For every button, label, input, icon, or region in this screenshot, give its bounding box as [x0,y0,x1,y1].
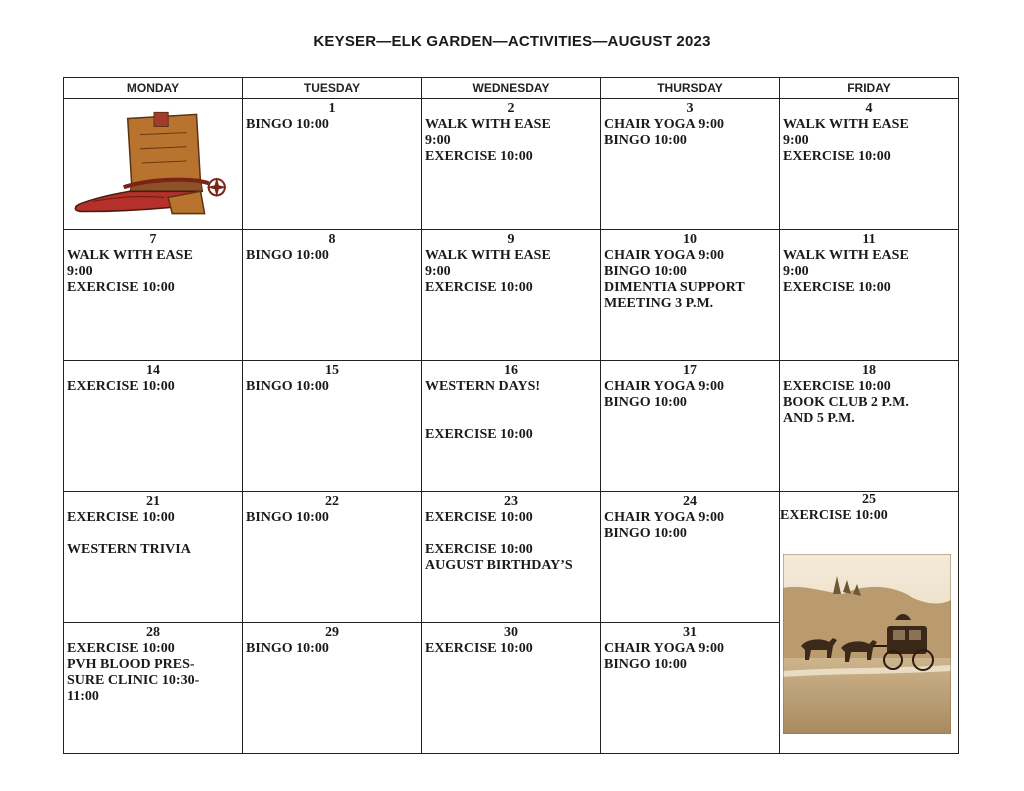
event-text: EXERCISE 10:00 [67,641,175,656]
day-number: 29 [325,625,339,640]
event-text: 9:00 [425,264,451,279]
day-number: 8 [328,232,336,247]
event-text: 9:00 [425,133,451,148]
day-number: 9 [507,232,515,247]
week-row [64,230,959,361]
event-text: EXERCISE 10:00 [425,510,533,525]
day-cell-with-photo [780,492,959,754]
event-text: AUGUST BIRTHDAY’S [425,558,573,573]
event-text: PVH BLOOD PRES- [67,657,195,672]
event-text: EXERCISE 10:00 [425,641,533,656]
day-cell [64,361,243,492]
day-cell [422,492,601,623]
event-text: EXERCISE 10:00 [67,379,175,394]
day-cell [601,230,780,361]
day-cell [422,230,601,361]
event-text: BOOK CLUB 2 P.M. [783,395,909,410]
stagecoach-photo [783,554,951,734]
day-cell [601,492,780,623]
day-number: 7 [149,232,157,247]
event-text: BINGO 10:00 [246,641,329,656]
activities-calendar [63,77,959,754]
event-text: WALK WITH EASE [783,117,909,132]
event-text: WALK WITH EASE [425,117,551,132]
event-text: BINGO 10:00 [604,133,687,148]
event-text: BINGO 10:00 [604,395,687,410]
event-text: EXERCISE 10:00 [783,379,891,394]
cowboy-boot-icon [67,101,239,229]
week-row [64,361,959,492]
day-number: 22 [325,494,339,509]
event-text: 9:00 [783,133,809,148]
event-text: EXERCISE 10:00 [425,149,533,164]
day-number: 4 [865,101,873,116]
day-cell [243,623,422,754]
event-text: WESTERN DAYS! [425,379,541,394]
event-text: MEETING 3 P.M. [604,296,714,311]
event-text: BINGO 10:00 [246,117,329,132]
event-text: CHAIR YOGA 9:00 [604,510,725,525]
header-wednesday: WEDNESDAY [422,78,601,99]
day-cell [243,492,422,623]
event-text: WALK WITH EASE [67,248,193,263]
calendar-title: KEYSER—ELK GARDEN—ACTIVITIES—AUGUST 2023 [313,33,711,50]
day-cell [422,623,601,754]
event-text: CHAIR YOGA 9:00 [604,117,725,132]
day-cell [780,99,959,230]
event-text: CHAIR YOGA 9:00 [604,379,725,394]
week-row [64,99,959,230]
event-text: WALK WITH EASE [425,248,551,263]
event-text: BINGO 10:00 [246,248,329,263]
day-number: 11 [862,232,876,247]
event-text: 9:00 [783,264,809,279]
day-cell [64,492,243,623]
day-cell [601,361,780,492]
day-number: 25 [862,492,876,507]
event-text: SURE CLINIC 10:30- [67,673,200,688]
header-friday: FRIDAY [780,78,959,99]
day-cell [243,230,422,361]
day-cell [780,361,959,492]
event-text: EXERCISE 10:00 [783,280,891,295]
header-thursday: THURSDAY [601,78,780,99]
event-text: EXERCISE 10:00 [67,510,175,525]
event-text: EXERCISE 10:00 [425,542,533,557]
event-text: EXERCISE 10:00 [780,508,888,523]
event-text: CHAIR YOGA 9:00 [604,641,725,656]
event-text: WALK WITH EASE [783,248,909,263]
event-text: BINGO 10:00 [246,379,329,394]
event-text: 9:00 [67,264,93,279]
week-row [64,492,959,623]
event-text: EXERCISE 10:00 [425,280,533,295]
day-cell [64,230,243,361]
day-number: 1 [328,101,336,116]
event-text: EXERCISE 10:00 [425,427,533,442]
day-cell [422,361,601,492]
event-text: BINGO 10:00 [604,264,687,279]
day-cell [780,230,959,361]
day-number: 23 [504,494,518,509]
day-cell [64,623,243,754]
day-number: 21 [146,494,160,509]
day-cell-boot [64,99,243,230]
event-text: BINGO 10:00 [604,657,687,672]
day-cell [243,361,422,492]
day-number: 18 [862,363,876,378]
event-text: DIMENTIA SUPPORT [604,280,745,295]
day-number: 28 [146,625,160,640]
event-text: CHAIR YOGA 9:00 [604,248,725,263]
day-cell [601,99,780,230]
day-number: 14 [146,363,160,378]
event-text: WESTERN TRIVIA [67,542,191,557]
event-text: 11:00 [67,689,99,704]
day-number: 10 [683,232,697,247]
event-text: BINGO 10:00 [246,510,329,525]
header-tuesday: TUESDAY [243,78,422,99]
day-cell [601,623,780,754]
day-number: 3 [686,101,694,116]
weekday-header-row [64,78,959,99]
day-number: 16 [504,363,518,378]
day-number: 17 [683,363,697,378]
day-number: 15 [325,363,339,378]
header-monday: MONDAY [64,78,243,99]
day-number: 31 [683,625,697,640]
day-number: 24 [683,494,697,509]
event-text: EXERCISE 10:00 [67,280,175,295]
event-text: BINGO 10:00 [604,526,687,541]
day-cell [422,99,601,230]
day-number: 2 [507,101,515,116]
day-cell [243,99,422,230]
event-text: AND 5 P.M. [783,411,855,426]
event-text: EXERCISE 10:00 [783,149,891,164]
day-number: 30 [504,625,518,640]
